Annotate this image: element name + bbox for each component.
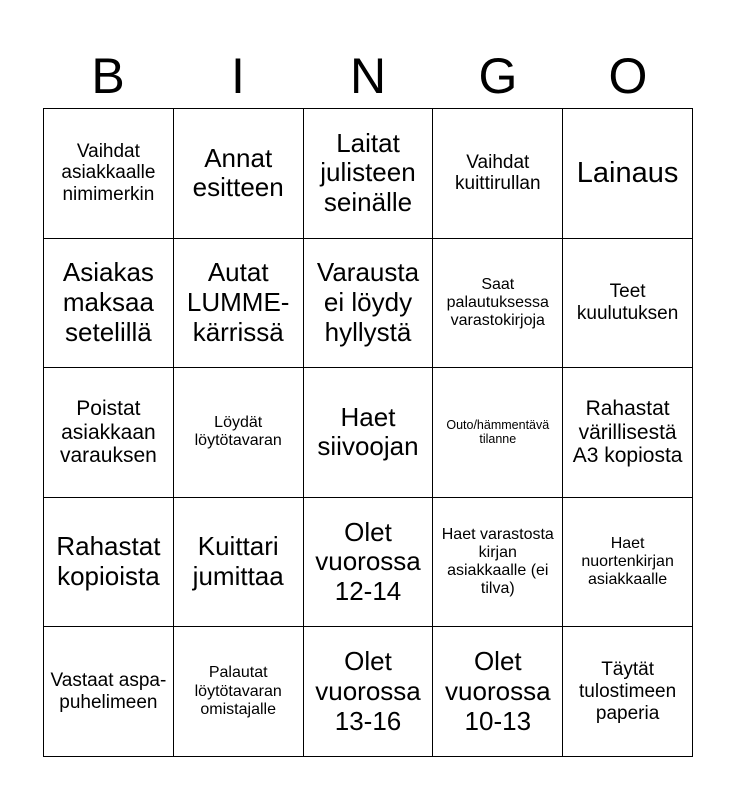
bingo-cell[interactable]: Varausta ei löydy hyllystä xyxy=(304,239,434,369)
bingo-cell[interactable]: Saat palautuksessa varastokirjoja xyxy=(433,239,563,369)
bingo-cell[interactable]: Teet kuulutuksen xyxy=(563,239,693,369)
header-letter-g: G xyxy=(478,48,518,104)
bingo-cell[interactable]: Vaihdat asiakkaalle nimimerkin xyxy=(44,109,174,239)
bingo-cell[interactable]: Täytät tulostimeen paperia xyxy=(563,627,693,757)
bingo-cell[interactable]: Outo/hämmentävä tilanne xyxy=(433,368,563,498)
bingo-board xyxy=(43,108,693,757)
bingo-cell[interactable]: Rahastat värillisestä A3 kopiosta xyxy=(563,368,693,498)
bingo-cell[interactable]: Palautat löytötavaran omistajalle xyxy=(174,627,304,757)
bingo-cell[interactable]: Annat esitteen xyxy=(174,109,304,239)
bingo-cell[interactable]: Asiakas maksaa setelillä xyxy=(44,239,174,369)
bingo-cell[interactable]: Olet vuorossa 10-13 xyxy=(433,627,563,757)
bingo-cell[interactable]: Olet vuorossa 12-14 xyxy=(304,498,434,628)
bingo-cell[interactable]: Olet vuorossa 13-16 xyxy=(304,627,434,757)
bingo-cell[interactable]: Vaihdat kuittirullan xyxy=(433,109,563,239)
header-letter-b: B xyxy=(91,48,125,104)
bingo-cell[interactable]: Haet nuortenkirjan asiakkaalle xyxy=(563,498,693,628)
bingo-cell[interactable]: Haet varastosta kirjan asiakkaalle (ei tilva) xyxy=(433,498,563,628)
header-letter-n: N xyxy=(349,48,387,104)
bingo-cell[interactable]: Autat LUMME-kärrissä xyxy=(174,239,304,369)
bingo-cell[interactable]: Löydät löytötavaran xyxy=(174,368,304,498)
bingo-header xyxy=(43,44,693,108)
bingo-cell[interactable]: Poistat asiakkaan varauksen xyxy=(44,368,174,498)
bingo-cell[interactable]: Rahastat kopioista xyxy=(44,498,174,628)
bingo-cell[interactable]: Haet siivoojan xyxy=(304,368,434,498)
bingo-cell[interactable]: Laitat julisteen seinälle xyxy=(304,109,434,239)
header-letter-o: O xyxy=(608,48,648,104)
bingo-cell[interactable]: Kuittari jumittaa xyxy=(174,498,304,628)
bingo-cell[interactable]: Vastaat aspa-puhelimeen xyxy=(44,627,174,757)
header-letter-i: I xyxy=(231,48,245,104)
bingo-cell[interactable]: Lainaus xyxy=(563,109,693,239)
